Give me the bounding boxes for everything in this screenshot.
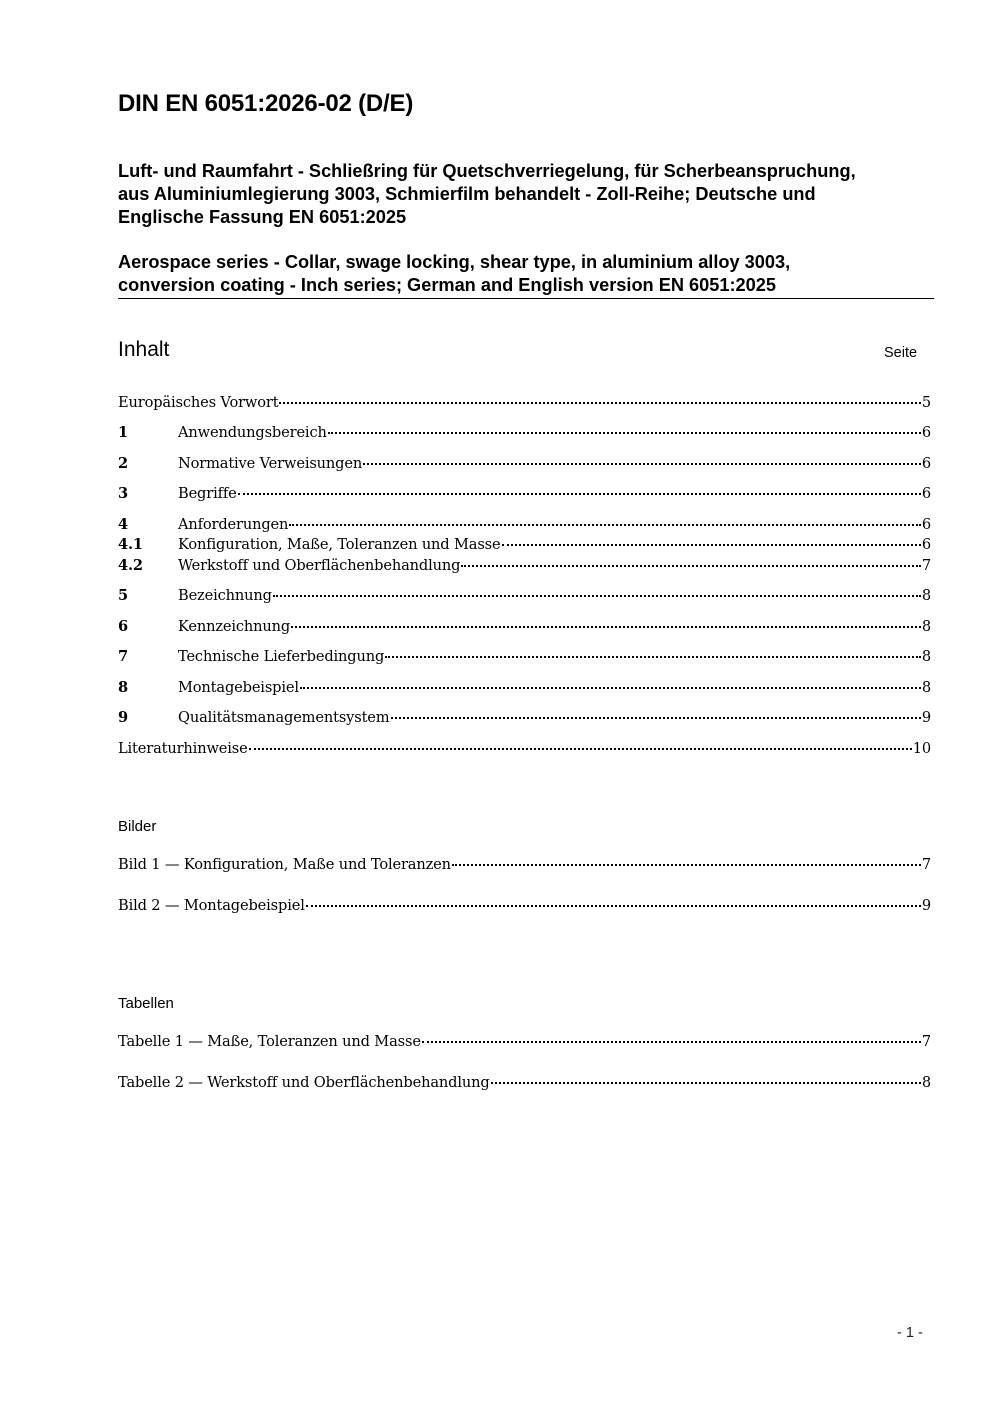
table-entry-2[interactable] [118,1074,931,1094]
title-english-line: conversion coating - Inch series; German and English version EN 6051:2025 [118,275,777,295]
dot-leader [491,1082,921,1084]
title-english-line: Aerospace series - Collar, swage locking, shear type, in aluminium alloy 3003, [118,252,791,272]
toc-entry-page: 8 [921,618,931,635]
toc-entry-9[interactable] [118,709,931,729]
toc-entry-4[interactable] [118,516,931,536]
table-entry-page: 7 [921,1033,931,1050]
toc-entry-label: Kennzeichnung [178,618,291,635]
dot-leader [289,524,921,526]
toc-entry-number: 6 [118,618,129,635]
toc-entry-number: 4 [118,516,129,533]
figure-entry-label: Bild 2 — Montagebeispiel [118,897,305,914]
dot-leader [461,565,921,567]
toc-entry-8[interactable] [118,679,931,699]
toc-entry-europaeisches-vorwort[interactable] [118,394,931,414]
toc-entry-label: Montagebeispiel [178,679,299,696]
table-entry-label: Tabelle 1 — Maße, Toleranzen und Masse [118,1033,421,1050]
toc-entry-page: 8 [921,648,931,665]
toc-entry-label: Normative Verweisungen [178,455,363,472]
toc-entry-page: 6 [921,516,931,533]
toc-entry-page: 6 [921,485,931,502]
dot-leader [238,493,921,495]
toc-entry-label: Europäisches Vorwort [118,394,279,411]
toc-entry-page: 8 [921,679,931,696]
toc-entry-4-2[interactable] [118,557,931,577]
toc-entry-label: Anwendungsbereich [178,424,327,441]
dot-leader [502,544,921,546]
toc-entry-number: 4.2 [118,557,143,574]
toc-entry-label: Begriffe [178,485,237,502]
document-id: DIN EN 6051:2026-02 (D/E) [118,90,414,117]
toc-entry-label: Literaturhinweise [118,740,248,757]
toc-entry-label: Qualitätsmanagementsystem [178,709,390,726]
toc-entry-literaturhinweise[interactable] [118,740,931,760]
toc-entry-1[interactable] [118,424,931,444]
dot-leader [273,595,921,597]
toc-entry-3[interactable] [118,485,931,505]
toc-entry-number: 7 [118,648,129,665]
toc-entry-4-1[interactable] [118,536,931,556]
table-entry-page: 8 [921,1074,931,1091]
toc-heading: Inhalt [118,338,170,361]
toc-entry-7[interactable] [118,648,931,668]
title-english [118,251,934,299]
toc-entry-label: Anforderungen [178,516,289,533]
toc-entry-number: 9 [118,709,129,726]
toc-entry-page: 7 [921,557,931,574]
title-german-line: Luft- und Raumfahrt - Schließring für Quetschverriegelung, für Scherbeanspruchung, [118,161,856,181]
dot-leader [279,402,920,404]
dot-leader [363,463,921,465]
dot-leader [452,864,921,866]
title-german [118,160,938,229]
toc-entry-page: 8 [921,587,931,604]
dot-leader [391,717,921,719]
toc-entry-page: 6 [921,536,931,553]
dot-leader [291,626,921,628]
toc-entry-number: 3 [118,485,129,502]
figures-heading: Bilder [118,818,157,835]
table-entry-1[interactable] [118,1033,931,1053]
dot-leader [306,905,921,907]
dot-leader [422,1041,921,1043]
toc-entry-page: 10 [912,740,931,757]
dot-leader [385,656,921,658]
toc-entry-number: 2 [118,455,129,472]
figure-entry-page: 9 [921,897,931,914]
toc-entry-number: 1 [118,424,129,441]
dot-leader [328,432,921,434]
toc-entry-label: Technische Lieferbedingung [178,648,385,665]
figure-entry-page: 7 [921,856,931,873]
toc-entry-page: 9 [921,709,931,726]
table-entry-label: Tabelle 2 — Werkstoff und Oberflächenbehandlung [118,1074,490,1091]
tables-heading: Tabellen [118,995,174,1012]
title-german-line: aus Aluminiumlegierung 3003, Schmierfilm behandelt - Zoll-Reihe; Deutsche und [118,184,816,204]
dot-leader [249,748,912,750]
toc-entry-page: 6 [921,424,931,441]
toc-entry-5[interactable] [118,587,931,607]
toc-entry-page: 5 [921,394,931,411]
toc-entry-label: Werkstoff und Oberflächenbehandlung [178,557,461,574]
dot-leader [300,687,921,689]
toc-entry-number: 8 [118,679,129,696]
toc-entry-page: 6 [921,455,931,472]
figure-entry-label: Bild 1 — Konfiguration, Maße und Toleranzen [118,856,451,873]
toc-entry-number: 5 [118,587,129,604]
toc-entry-2[interactable] [118,455,931,475]
title-german-line: Englische Fassung EN 6051:2025 [118,207,407,227]
figure-entry-2[interactable] [118,897,931,917]
toc-entry-label: Konfiguration, Maße, Toleranzen und Masse [178,536,501,553]
toc-entry-6[interactable] [118,618,931,638]
page-number: - 1 - [897,1325,923,1341]
toc-entry-label: Bezeichnung [178,587,272,604]
toc-page-column-label: Seite [884,345,918,361]
figure-entry-1[interactable] [118,856,931,876]
toc-entry-number: 4.1 [118,536,143,553]
